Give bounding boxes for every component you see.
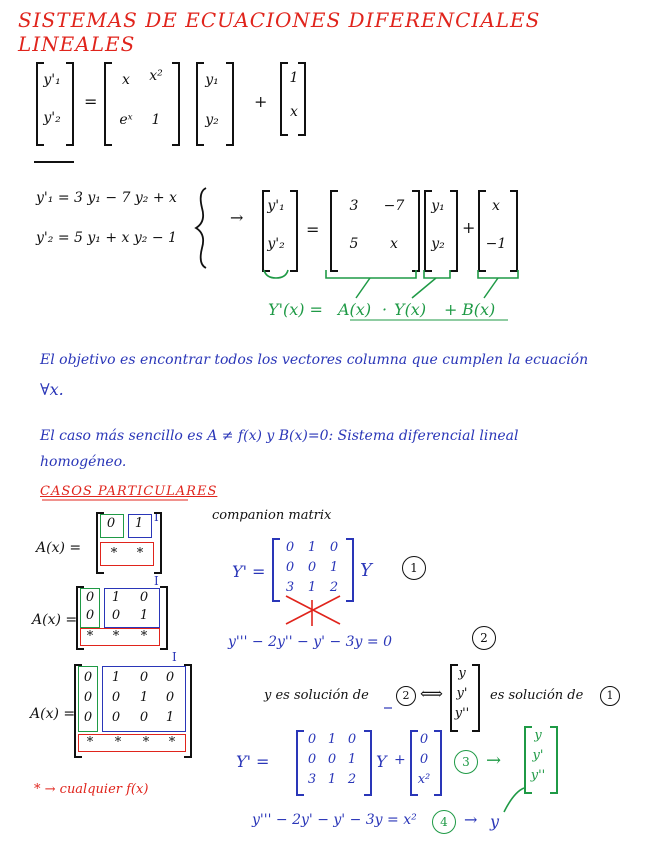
- matrix-entry: 0: [285, 540, 295, 555]
- matrix-entry: 0: [307, 752, 317, 767]
- nonhom-plus: +: [394, 752, 406, 768]
- vector-entry: x: [492, 198, 500, 214]
- equation-number-2: 2: [472, 626, 496, 650]
- matrix-entry: *: [110, 546, 118, 561]
- equation-number-1: 1: [402, 556, 426, 580]
- paragraph-2-line-1: El caso más sencillo es A ≠ f(x) y B(x)=0: Sistema diferencial lineal: [40, 428, 519, 444]
- matrix-entry: 2: [347, 772, 357, 787]
- matrix-entry: 1: [134, 516, 144, 531]
- compact-form-dot: ·: [382, 300, 388, 319]
- Y-underbrace: [424, 270, 450, 278]
- matrix-entry: 1: [327, 772, 337, 787]
- result-y: y: [490, 812, 500, 831]
- case-label: A(x) =: [32, 612, 78, 628]
- matrix-entry: −7: [383, 198, 405, 214]
- lhs-entry: y'₁: [267, 198, 285, 214]
- matrix-entry: 0: [83, 690, 93, 705]
- matrix-entry: 0: [347, 732, 357, 747]
- paragraph-1-line-1: El objetivo es encontrar todos los vectores columna que cumplen la ecuación: [40, 352, 589, 368]
- matrix-entry: *: [86, 629, 94, 644]
- matrix-entry: 1: [329, 560, 339, 575]
- matrix-entry: 0: [327, 752, 337, 767]
- matrix-entry: 3: [285, 580, 295, 595]
- vector-entry: y: [534, 728, 542, 743]
- case-label: A(x) =: [30, 706, 76, 722]
- equation-ref-2: 2: [396, 686, 416, 706]
- matrix-entry: 1: [307, 580, 317, 595]
- B-underbrace: [478, 270, 518, 278]
- matrix-entry: *: [112, 629, 120, 644]
- matrix-entry: 1: [307, 540, 317, 555]
- Y-connector: [412, 278, 436, 298]
- matrix-entry: 1: [151, 112, 161, 128]
- matrix-entry: 3: [349, 198, 359, 214]
- companion-eq-prefix: Y' =: [232, 562, 266, 581]
- matrix-entry: 3: [307, 772, 317, 787]
- A-connector: [356, 278, 370, 298]
- matrix-entry: 0: [139, 710, 149, 725]
- companion-label: companion matrix: [212, 508, 332, 523]
- plus-sign: +: [254, 92, 268, 111]
- identity-label: I: [154, 510, 159, 524]
- vector-entry: y': [456, 686, 468, 701]
- matrix-entry: 0: [165, 670, 175, 685]
- solution-statement-b: es solución de: [490, 688, 584, 703]
- vector-entry: y₂: [205, 112, 219, 128]
- B-connector: [484, 278, 498, 298]
- paragraph-1-line-2: ∀x.: [40, 380, 64, 399]
- matrix-entry: 2: [329, 580, 339, 595]
- arrow: →: [230, 208, 244, 227]
- lhs-entry: y'₂: [267, 236, 285, 252]
- equivalence-arrow: ⟺: [420, 684, 443, 703]
- matrix-entry: 0: [83, 670, 93, 685]
- matrix-entry: 0: [85, 590, 95, 605]
- matrix-entry: 5: [349, 236, 359, 252]
- matrix-entry: 0: [165, 690, 175, 705]
- lhs-underbrace: [264, 270, 288, 278]
- matrix-entry: 0: [285, 560, 295, 575]
- vector-entry: −1: [485, 236, 507, 252]
- matrix-entry: 0: [139, 590, 149, 605]
- matrix-entry: 1: [139, 690, 149, 705]
- nonhom-Y: Y: [376, 752, 387, 771]
- matrix-entry: 1: [111, 590, 121, 605]
- arrow: →: [486, 750, 502, 771]
- nonhom-eq-prefix: Y' =: [236, 752, 270, 771]
- page-title: SISTEMAS DE ECUACIONES DIFERENCIALES LINEALES: [18, 8, 541, 56]
- matrix-entry: *: [142, 735, 150, 750]
- matrix-entry: 0: [83, 710, 93, 725]
- lhs-entry: y'₁: [43, 72, 61, 88]
- matrix-entry: 0: [111, 710, 121, 725]
- equation-2: y'₂ = 5 y₁ + x y₂ − 1: [36, 230, 177, 246]
- vector-entry: y₂: [431, 236, 445, 252]
- casos-heading: CASOS PARTICULARES: [40, 484, 218, 499]
- matrix-entry: x: [390, 236, 398, 252]
- equation-ref-1: 1: [600, 686, 620, 706]
- compact-form-B: B(x): [462, 300, 496, 319]
- vector-entry: y'': [454, 706, 470, 721]
- nonhom-ode: y''' − 2y' − y' − 3y = x²: [252, 812, 417, 828]
- plus-sign: +: [462, 218, 476, 237]
- companion-ode: y''' − 2y'' − y' − 3y = 0: [228, 634, 392, 650]
- equals-sign: =: [84, 92, 98, 111]
- matrix-entry: 0: [329, 540, 339, 555]
- matrix-entry: 1: [165, 710, 175, 725]
- vector-entry: y'': [530, 768, 546, 783]
- matrix-entry: x²: [149, 68, 163, 84]
- equals-sign: =: [306, 220, 320, 239]
- matrix-entry: 0: [85, 608, 95, 623]
- vector-entry: 0: [419, 732, 429, 747]
- vector-entry: x²: [417, 772, 431, 787]
- equation-number-4: 4: [432, 810, 456, 834]
- matrix-entry: 0: [139, 670, 149, 685]
- companion-eq-suffix: Y: [360, 560, 372, 581]
- compact-form-label: Y'(x) =: [268, 300, 323, 319]
- vector-entry: 0: [419, 752, 429, 767]
- equation-1: y'₁ = 3 y₁ − 7 y₂ + x: [36, 190, 177, 206]
- A-underbrace: [326, 270, 416, 278]
- identity-label: I: [154, 574, 159, 588]
- matrix-entry: 1: [111, 670, 121, 685]
- matrix-entry: *: [136, 546, 144, 561]
- vector-entry: 1: [289, 70, 299, 86]
- compact-form-A: A(x): [338, 300, 372, 319]
- solution-statement-a: y es solución de: [264, 688, 369, 703]
- arrow: →: [464, 810, 478, 829]
- matrix-entry: 0: [307, 560, 317, 575]
- compact-form-plus: +: [444, 300, 458, 319]
- matrix-entry: 0: [111, 690, 121, 705]
- matrix-entry: *: [86, 735, 94, 750]
- matrix-entry: *: [114, 735, 122, 750]
- matrix-entry: 0: [307, 732, 317, 747]
- vector-entry: y₁: [431, 198, 445, 214]
- vector-entry: x: [290, 104, 298, 120]
- equation-number-3: 3: [454, 750, 478, 774]
- asterisk-legend: * → cualquier f(x): [34, 782, 149, 797]
- system-brace: [196, 188, 206, 268]
- matrix-entry: 0: [106, 516, 116, 531]
- matrix-entry: *: [140, 629, 148, 644]
- matrix-entry: 1: [327, 732, 337, 747]
- compact-form-Y: Y(x): [394, 300, 427, 319]
- lhs-entry: y'₂: [43, 110, 61, 126]
- result-arrow: [504, 788, 524, 812]
- vector-entry: y': [532, 748, 544, 763]
- matrix-entry: eˣ: [119, 112, 133, 128]
- matrix-entry: 1: [347, 752, 357, 767]
- case-label: A(x) =: [36, 540, 82, 556]
- vector-entry: y: [458, 666, 466, 681]
- identity-label: I: [172, 650, 177, 664]
- matrix-entry: 0: [111, 608, 121, 623]
- vector-entry: y₁: [205, 72, 219, 88]
- matrix-entry: *: [168, 735, 176, 750]
- matrix-entry: x: [122, 72, 130, 88]
- paragraph-2-line-2: homogéneo.: [40, 454, 127, 470]
- matrix-entry: 1: [139, 608, 149, 623]
